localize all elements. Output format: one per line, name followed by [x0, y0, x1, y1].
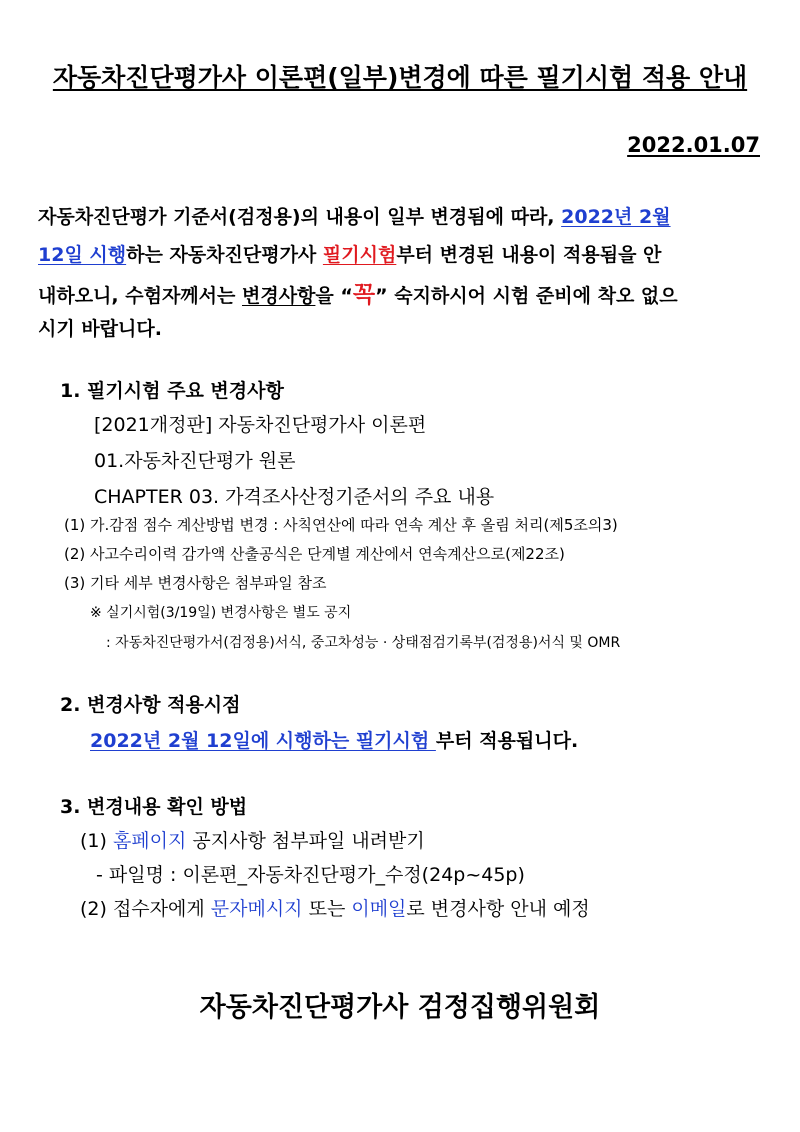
practical-exam-note: ※ 실기시험(3/19일) 변경사항은 별도 공지	[90, 605, 352, 621]
change-item-1: (1) 가.감점 점수 계산방법 변경 : 사칙연산에 따라 연속 계산 후 올림 처리(제5조의3)	[64, 516, 618, 534]
section-1-heading: 1. 필기시험 주요 변경사항	[60, 380, 284, 402]
document-date: 2022.01.07	[627, 133, 760, 157]
method-1: (1) 홈페이지 공지사항 첨부파일 내려받기	[80, 830, 425, 852]
must-emphasis: 꼭	[352, 282, 376, 308]
intro-line-3: 내하오니, 수험자께서는 변경사항을 “꼭” 숙지하시어 시험 준비에 착오 없으	[38, 282, 678, 308]
written-exam-highlight: 필기시험	[322, 244, 397, 266]
section-2-apply: 2022년 2월 12일에 시행하는 필기시험 부터 적용됩니다.	[90, 730, 579, 752]
method-1-filename: - 파일명 : 이론편_자동차진단평가_수정(24p~45p)	[96, 864, 525, 886]
change-item-3: (3) 기타 세부 변경사항은 첨부파일 참조	[64, 574, 327, 592]
document-title: 자동차진단평가사 이론편(일부)변경에 따른 필기시험 적용 안내	[52, 63, 748, 92]
changes-underline: 변경사항	[242, 285, 316, 307]
practical-exam-note-detail: : 자동차진단평가서(검정용)서식, 중고차성능 · 상태점검기록부(검정용)서식 및 OMR	[106, 635, 621, 651]
section-1-part: 01.자동차진단평가 원론	[94, 450, 296, 472]
issuer-signature: 자동차진단평가사 검정집행위원회	[199, 992, 601, 1023]
intro-line-2: 12일 시행하는 자동차진단평가사 필기시험부터 변경된 내용이 적용됨을 안	[38, 244, 662, 266]
apply-date-highlight: 2022년 2월 12일에 시행하는 필기시험	[90, 730, 436, 752]
section-1-book: [2021개정판] 자동차진단평가사 이론편	[94, 414, 427, 436]
effective-day-highlight: 12일 시행	[38, 244, 127, 266]
section-2-heading: 2. 변경사항 적용시점	[60, 694, 241, 716]
change-item-2: (2) 사고수리이력 감가액 산출공식은 단계별 계산에서 연속계산으로(제22조)	[64, 545, 565, 563]
effective-date-highlight: 2022년 2월	[561, 206, 671, 228]
email-highlight: 이메일	[351, 898, 407, 920]
section-3-heading: 3. 변경내용 확인 방법	[60, 796, 248, 818]
intro-line-4: 시기 바랍니다.	[38, 318, 162, 340]
section-1-chapter: CHAPTER 03. 가격조사산정기준서의 주요 내용	[94, 486, 495, 508]
homepage-highlight: 홈페이지	[112, 830, 187, 852]
sms-highlight: 문자메시지	[210, 898, 303, 920]
intro-line-1: 자동차진단평가 기준서(검정용)의 내용이 일부 변경됨에 따라, 2022년 2월	[38, 206, 671, 228]
method-2: (2) 접수자에게 문자메시지 또는 이메일로 변경사항 안내 예정	[80, 898, 590, 920]
